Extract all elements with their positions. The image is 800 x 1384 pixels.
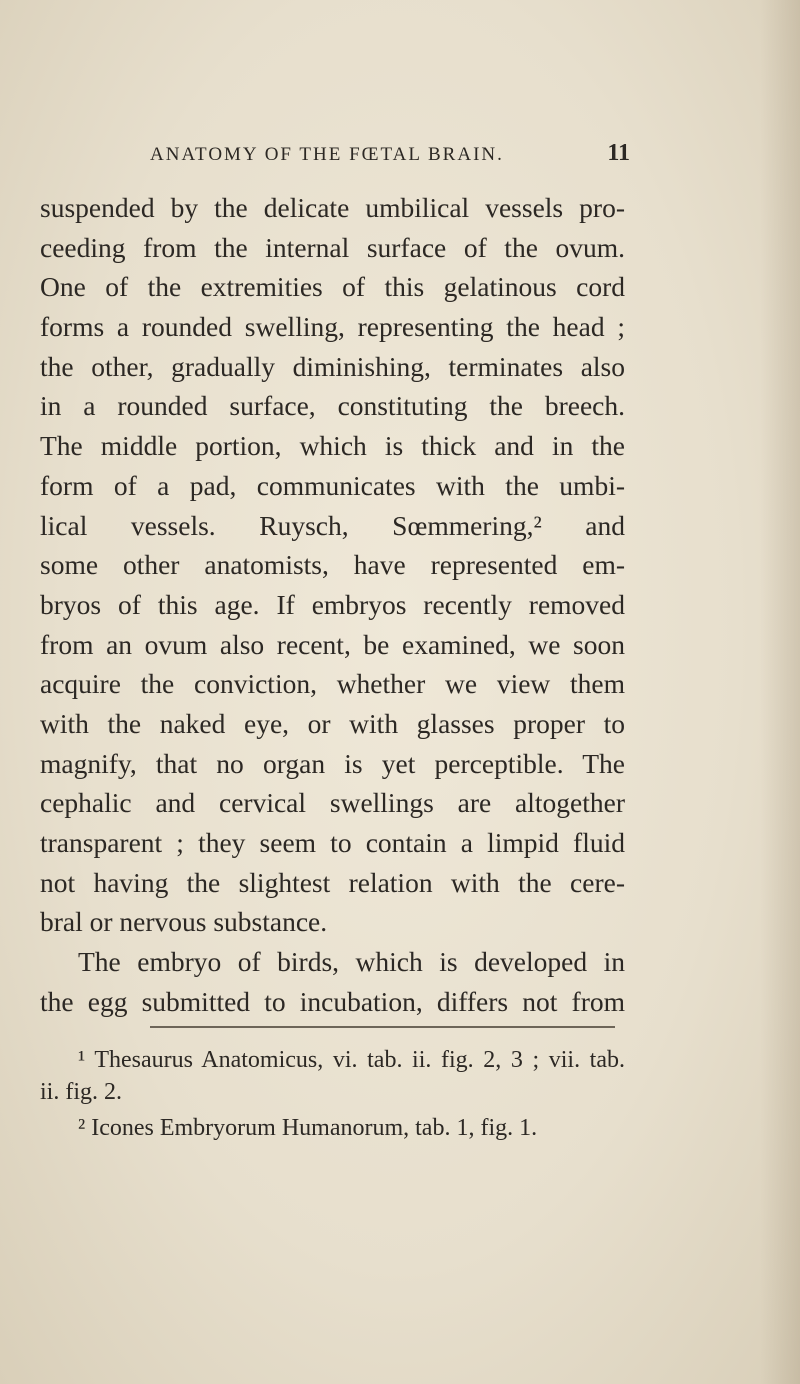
text-line: One of the extremities of this gelatinous cord: [40, 271, 625, 303]
text-line-paragraph-start: The embryo of birds, which is developed in: [78, 946, 625, 978]
footnote-1-continuation: ii. fig. 2.: [40, 1079, 122, 1105]
text-line: in a rounded surface, constituting the breech.: [40, 390, 625, 422]
text-line: The middle portion, which is thick and in the: [40, 430, 625, 462]
text-line: the other, gradually diminishing, terminates also: [40, 350, 625, 382]
text-line: ceeding from the internal surface of the ovum.: [40, 231, 625, 263]
page-edge-shadow: [760, 0, 800, 1384]
running-title: ANATOMY OF THE FŒTAL BRAIN.: [150, 144, 504, 165]
footnote-1: ¹ Thesaurus Anatomicus, vi. tab. ii. fig. 2, 3 ; vii. tab.: [78, 1047, 625, 1073]
text-line: from an ovum also recent, be examined, we soon: [40, 628, 625, 660]
text-line: form of a pad, communicates with the umbi-: [40, 469, 625, 501]
footnotes: [40, 1044, 625, 1144]
text-line: some other anatomists, have represented em-: [40, 549, 625, 581]
body-text: [40, 188, 625, 1021]
text-line: bryos of this age. If embryos recently removed: [40, 588, 625, 620]
text-line: acquire the conviction, whether we view them: [40, 668, 625, 700]
text-line: not having the slightest relation with the cere-: [40, 866, 625, 898]
text-line: lical vessels. Ruysch, Sœmmering,² and: [40, 509, 625, 541]
text-line: forms a rounded swelling, representing the head ;: [40, 311, 625, 343]
page-header: [150, 140, 630, 172]
text-line: the egg submitted to incubation, differs not from: [40, 985, 625, 1017]
footnote-2: ² Icones Embryorum Humanorum, tab. 1, fig. 1.: [78, 1115, 538, 1141]
text-line: suspended by the delicate umbilical vessels pro-: [40, 192, 625, 223]
footnote-rule: [150, 1026, 615, 1028]
text-line: with the naked eye, or with glasses proper to: [40, 707, 625, 739]
text-line: transparent ; they seem to contain a limpid fluid: [40, 827, 625, 858]
text-line: cephalic and cervical swellings are altogether: [40, 787, 625, 819]
page-number: 11: [607, 140, 630, 166]
text-line: bral or nervous substance.: [40, 906, 328, 938]
text-line: magnify, that no organ is yet perceptible. The: [40, 747, 625, 779]
